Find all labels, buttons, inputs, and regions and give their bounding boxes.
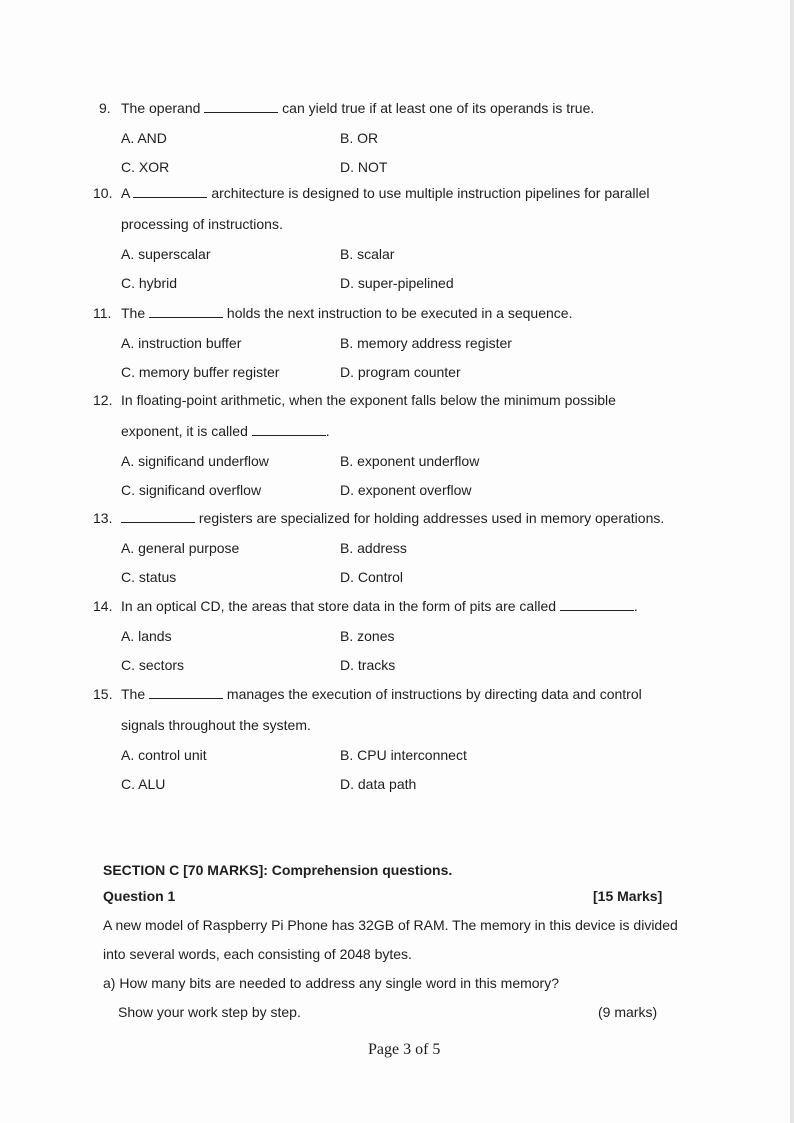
answer-option: D. NOT (340, 159, 388, 175)
stem-text: In floating-point arithmetic, when the exponent falls below the minimum possible (121, 392, 616, 408)
answer-option: A. superscalar (121, 246, 211, 262)
question-stem-line (121, 304, 572, 322)
answer-option: A. instruction buffer (121, 335, 242, 351)
stem-text: holds the next instruction to be executed in a sequence. (223, 305, 573, 321)
stem-text: registers are specialized for holding addresses used in memory operations. (195, 510, 665, 526)
stem-text: architecture is designed to use multiple instruction pipelines for parallel (207, 185, 650, 201)
question-stem-line (121, 391, 616, 409)
answer-option: A. AND (121, 130, 167, 146)
answer-blank (133, 184, 207, 198)
answer-option: B. address (340, 540, 407, 556)
answer-option: D. program counter (340, 364, 461, 380)
question-number: 15. (93, 686, 113, 702)
question-paragraph-line: into several words, each consisting of 2048 bytes. (103, 946, 412, 962)
answer-option: C. memory buffer register (121, 364, 280, 380)
answer-option: D. tracks (340, 657, 396, 673)
part-a-question: a) How many bits are needed to address any single word in this memory? (103, 975, 559, 991)
page-number: Page 3 of 5 (368, 1041, 441, 1058)
question-marks: [15 Marks] (593, 888, 663, 904)
question-stem-line (121, 716, 311, 734)
answer-option: C. XOR (121, 159, 170, 175)
question-number: 11. (93, 305, 112, 321)
answer-blank (149, 685, 223, 699)
stem-text: manages the execution of instructions by directing data and control (223, 686, 642, 702)
answer-option: A. control unit (121, 747, 207, 763)
answer-option: D. super-pipelined (340, 275, 454, 291)
question-stem-line (121, 184, 649, 202)
question-number: 12. (93, 392, 113, 408)
answer-option: A. general purpose (121, 540, 240, 556)
scan-edge (790, 0, 794, 1123)
question-number: 10. (93, 185, 113, 201)
stem-text: The (121, 305, 150, 321)
answer-option: C. significand overflow (121, 482, 262, 498)
stem-text: signals throughout the system. (121, 717, 311, 733)
stem-text: processing of instructions. (121, 216, 283, 232)
stem-text: . (325, 423, 330, 439)
stem-text: A (121, 185, 134, 201)
answer-option: A. significand underflow (121, 453, 269, 469)
answer-option: B. zones (340, 628, 395, 644)
answer-blank (560, 597, 634, 611)
question-stem-line (121, 422, 330, 440)
stem-text: . (633, 598, 638, 614)
stem-text: The (121, 686, 150, 702)
question-paragraph-line: A new model of Raspberry Pi Phone has 32GB of RAM. The memory in this device is divided (103, 917, 678, 933)
question-number: 13. (93, 510, 113, 526)
answer-option: A. lands (121, 628, 172, 644)
answer-option: D. exponent overflow (340, 482, 472, 498)
answer-option: C. ALU (121, 776, 166, 792)
question-number: 14. (93, 598, 113, 614)
answer-option: B. OR (340, 130, 379, 146)
stem-text: The operand (121, 100, 205, 116)
question-stem-line (121, 99, 594, 117)
answer-option: B. memory address register (340, 335, 512, 351)
stem-text: exponent, it is called (121, 423, 252, 439)
answer-option: C. sectors (121, 657, 185, 673)
answer-option: D. data path (340, 776, 417, 792)
answer-option: C. status (121, 569, 177, 585)
answer-blank (252, 422, 326, 436)
question-stem-line (121, 215, 283, 233)
answer-option: B. CPU interconnect (340, 747, 467, 763)
question-stem-line (121, 597, 638, 615)
section-c-heading: SECTION C [70 MARKS]: Comprehension questions. (103, 862, 453, 878)
answer-blank (204, 99, 278, 113)
part-a-marks: (9 marks) (598, 1004, 658, 1020)
answer-blank (149, 304, 223, 318)
answer-blank (121, 509, 195, 523)
answer-option: B. exponent underflow (340, 453, 480, 469)
part-a-instruction: Show your work step by step. (118, 1004, 301, 1020)
question-title: Question 1 (103, 888, 176, 904)
answer-option: B. scalar (340, 246, 395, 262)
question-number: 9. (99, 100, 111, 116)
answer-option: D. Control (340, 569, 404, 585)
answer-option: C. hybrid (121, 275, 178, 291)
question-stem-line (121, 509, 664, 527)
stem-text: can yield true if at least one of its operands is true. (278, 100, 595, 116)
stem-text: In an optical CD, the areas that store data in the form of pits are called (121, 598, 560, 614)
question-stem-line (121, 685, 642, 703)
